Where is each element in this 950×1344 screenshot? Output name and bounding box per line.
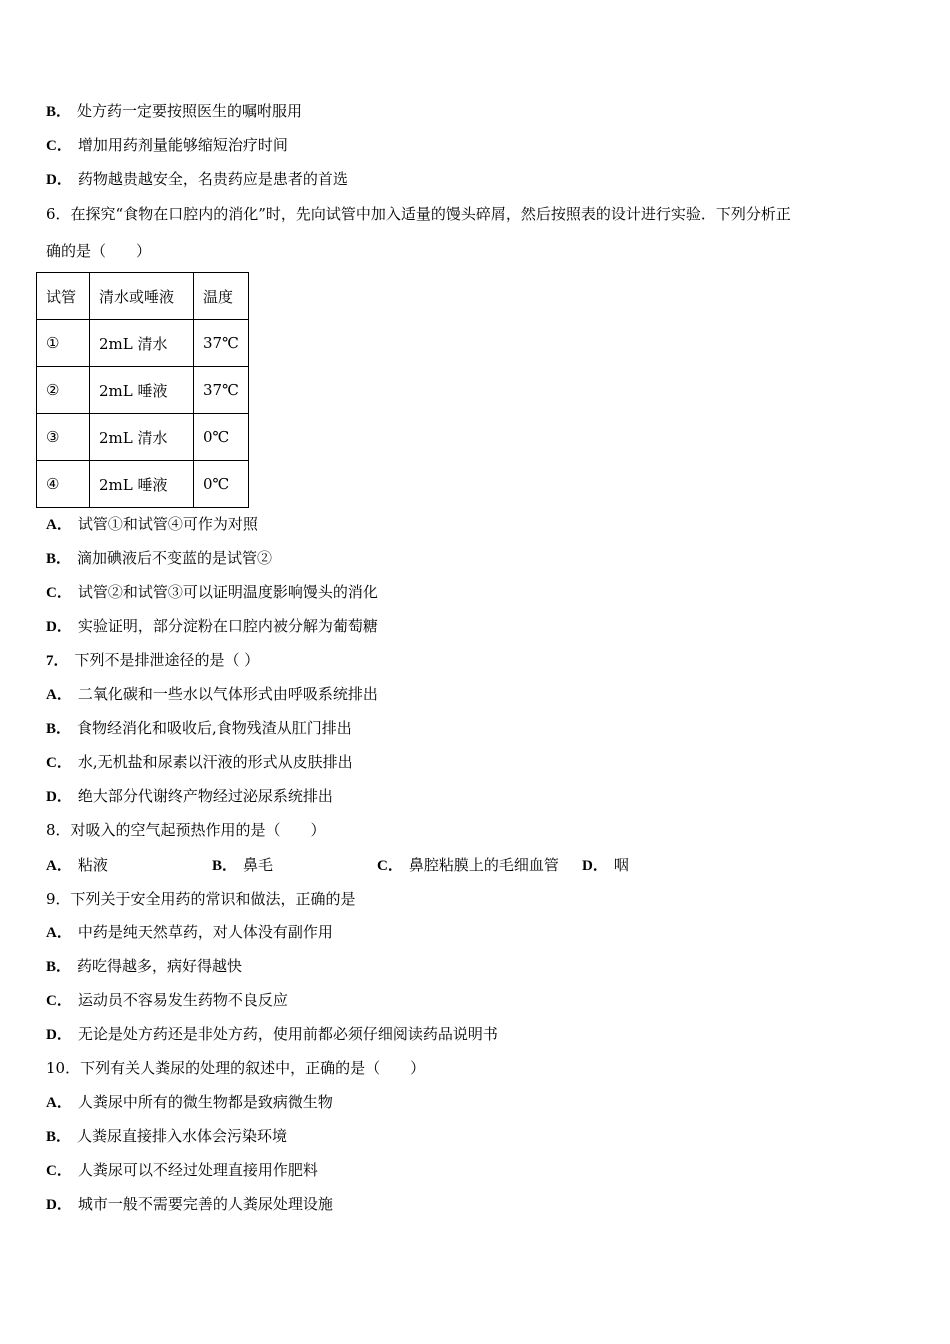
question-number: 7． (46, 653, 69, 669)
table-cell: 2mL 唾液 (90, 367, 194, 414)
option-text: 人粪尿直接排入水体会污染环境 (77, 1127, 288, 1145)
option-text: 药物越贵越安全，名贵药应是患者的首选 (77, 170, 348, 188)
question-number: 10． (46, 1059, 81, 1077)
option-text: 咽 (613, 856, 629, 874)
option-label: C． (46, 585, 72, 601)
option-label: B． (46, 1129, 72, 1145)
option-label: C． (46, 1163, 72, 1179)
q6-option-b (46, 548, 272, 569)
option-label: A． (46, 1095, 72, 1111)
q7-stem (46, 650, 259, 671)
option-text: 鼻腔粘膜上的毛细血管 (408, 856, 559, 874)
question-text: 在探究“食物在口腔内的消化”时，先向试管中加入适量的馒头碎屑，然后按照表的设计进行实验．下列分析正 (70, 205, 791, 223)
table-cell: 0℃ (194, 414, 249, 461)
question-text: 下列不是排泄途径的是（ ） (74, 651, 260, 669)
option-label: D． (582, 858, 608, 874)
option-text: 鼻毛 (243, 856, 274, 874)
q8-option-d (582, 855, 629, 876)
question-number: 8． (46, 821, 71, 839)
option-text: 中药是纯天然草药，对人体没有副作用 (77, 923, 333, 941)
option-label: B． (46, 551, 72, 567)
option-text: 处方药一定要按照医生的嘱咐服用 (77, 102, 303, 120)
q7-option-b (46, 718, 352, 739)
table-row (37, 414, 249, 461)
q10-option-a (46, 1092, 333, 1113)
table-header: 试管 (37, 273, 90, 320)
table-cell: 0℃ (194, 461, 249, 508)
option-label: B． (212, 858, 238, 874)
table-row (37, 367, 249, 414)
option-text: 人粪尿可以不经过处理直接用作肥料 (77, 1161, 318, 1179)
q6-stem (46, 204, 791, 224)
q5-option-d (46, 169, 348, 190)
option-text: 滴加碘液后不变蓝的是试管② (77, 549, 273, 567)
question-text: 确的是（ ） (46, 242, 152, 260)
question-text: 下列关于安全用药的常识和做法，正确的是 (70, 890, 356, 908)
question-number: 6． (46, 205, 71, 223)
table-header-row (37, 273, 249, 320)
table-cell: 37℃ (194, 367, 249, 414)
table-cell: 37℃ (194, 320, 249, 367)
option-text: 无论是处方药还是非处方药，使用前都必须仔细阅读药品说明书 (77, 1025, 498, 1043)
table-cell: ② (37, 367, 90, 414)
option-text: 城市一般不需要完善的人粪尿处理设施 (77, 1195, 333, 1213)
option-text: 试管②和试管③可以证明温度影响馒头的消化 (77, 583, 378, 601)
option-label: A． (46, 517, 72, 533)
option-label: D． (46, 789, 72, 805)
option-label: C． (46, 755, 72, 771)
option-label: C． (377, 858, 403, 874)
table-cell: ① (37, 320, 90, 367)
option-text: 食物经消化和吸收后,食物残渣从肛门排出 (77, 719, 352, 737)
q8-option-c (377, 855, 559, 876)
table-cell: ③ (37, 414, 90, 461)
q9-option-a (46, 922, 333, 943)
option-label: B． (46, 104, 72, 120)
option-label: D． (46, 172, 72, 188)
q5-option-c (46, 135, 288, 156)
option-text: 绝大部分代谢终产物经过泌尿系统排出 (77, 787, 333, 805)
option-label: A． (46, 925, 72, 941)
table-row (37, 461, 249, 508)
q8-option-b (212, 855, 273, 876)
q6-stem-cont (46, 241, 151, 261)
q10-option-b (46, 1126, 287, 1147)
option-label: C． (46, 138, 72, 154)
q10-stem (46, 1058, 425, 1078)
option-label: D． (46, 619, 72, 635)
q9-option-c (46, 990, 288, 1011)
q8-stem (46, 820, 326, 840)
table-row (37, 320, 249, 367)
table-cell: 2mL 唾液 (90, 461, 194, 508)
q8-option-a (46, 855, 108, 876)
option-label: B． (46, 959, 72, 975)
q9-option-d (46, 1024, 498, 1045)
q10-option-c (46, 1160, 318, 1181)
option-label: A． (46, 687, 72, 703)
q6-option-c (46, 582, 378, 603)
q7-option-d (46, 786, 333, 807)
option-label: D． (46, 1027, 72, 1043)
option-label: A． (46, 858, 72, 874)
q7-option-c (46, 752, 353, 773)
q7-option-a (46, 684, 378, 705)
question-number: 9． (46, 890, 71, 908)
option-label: D． (46, 1197, 72, 1213)
table-cell: 2mL 清水 (90, 414, 194, 461)
question-text: 对吸入的空气起预热作用的是（ ） (70, 821, 326, 839)
q10-option-d (46, 1194, 333, 1215)
option-text: 粘液 (77, 856, 108, 874)
option-label: B． (46, 721, 72, 737)
option-text: 水,无机盐和尿素以汗液的形式从皮肤排出 (77, 753, 353, 771)
table-cell: 2mL 清水 (90, 320, 194, 367)
option-text: 二氧化碳和一些水以气体形式由呼吸系统排出 (77, 685, 378, 703)
experiment-table (36, 272, 249, 508)
q6-option-d (46, 616, 378, 637)
table-header: 清水或唾液 (90, 273, 194, 320)
option-text: 人粪尿中所有的微生物都是致病微生物 (77, 1093, 333, 1111)
table-header: 温度 (194, 273, 249, 320)
option-text: 运动员不容易发生药物不良反应 (77, 991, 288, 1009)
option-text: 试管①和试管④可作为对照 (77, 515, 258, 533)
option-text: 药吃得越多，病好得越快 (77, 957, 243, 975)
option-text: 实验证明，部分淀粉在口腔内被分解为葡萄糖 (77, 617, 378, 635)
q9-stem (46, 889, 356, 909)
option-label: C． (46, 993, 72, 1009)
q6-option-a (46, 514, 258, 535)
table-cell: ④ (37, 461, 90, 508)
question-text: 下列有关人粪尿的处理的叙述中，正确的是（ ） (80, 1059, 426, 1077)
q9-option-b (46, 956, 242, 977)
q5-option-b (46, 101, 302, 122)
option-text: 增加用药剂量能够缩短治疗时间 (77, 136, 288, 154)
